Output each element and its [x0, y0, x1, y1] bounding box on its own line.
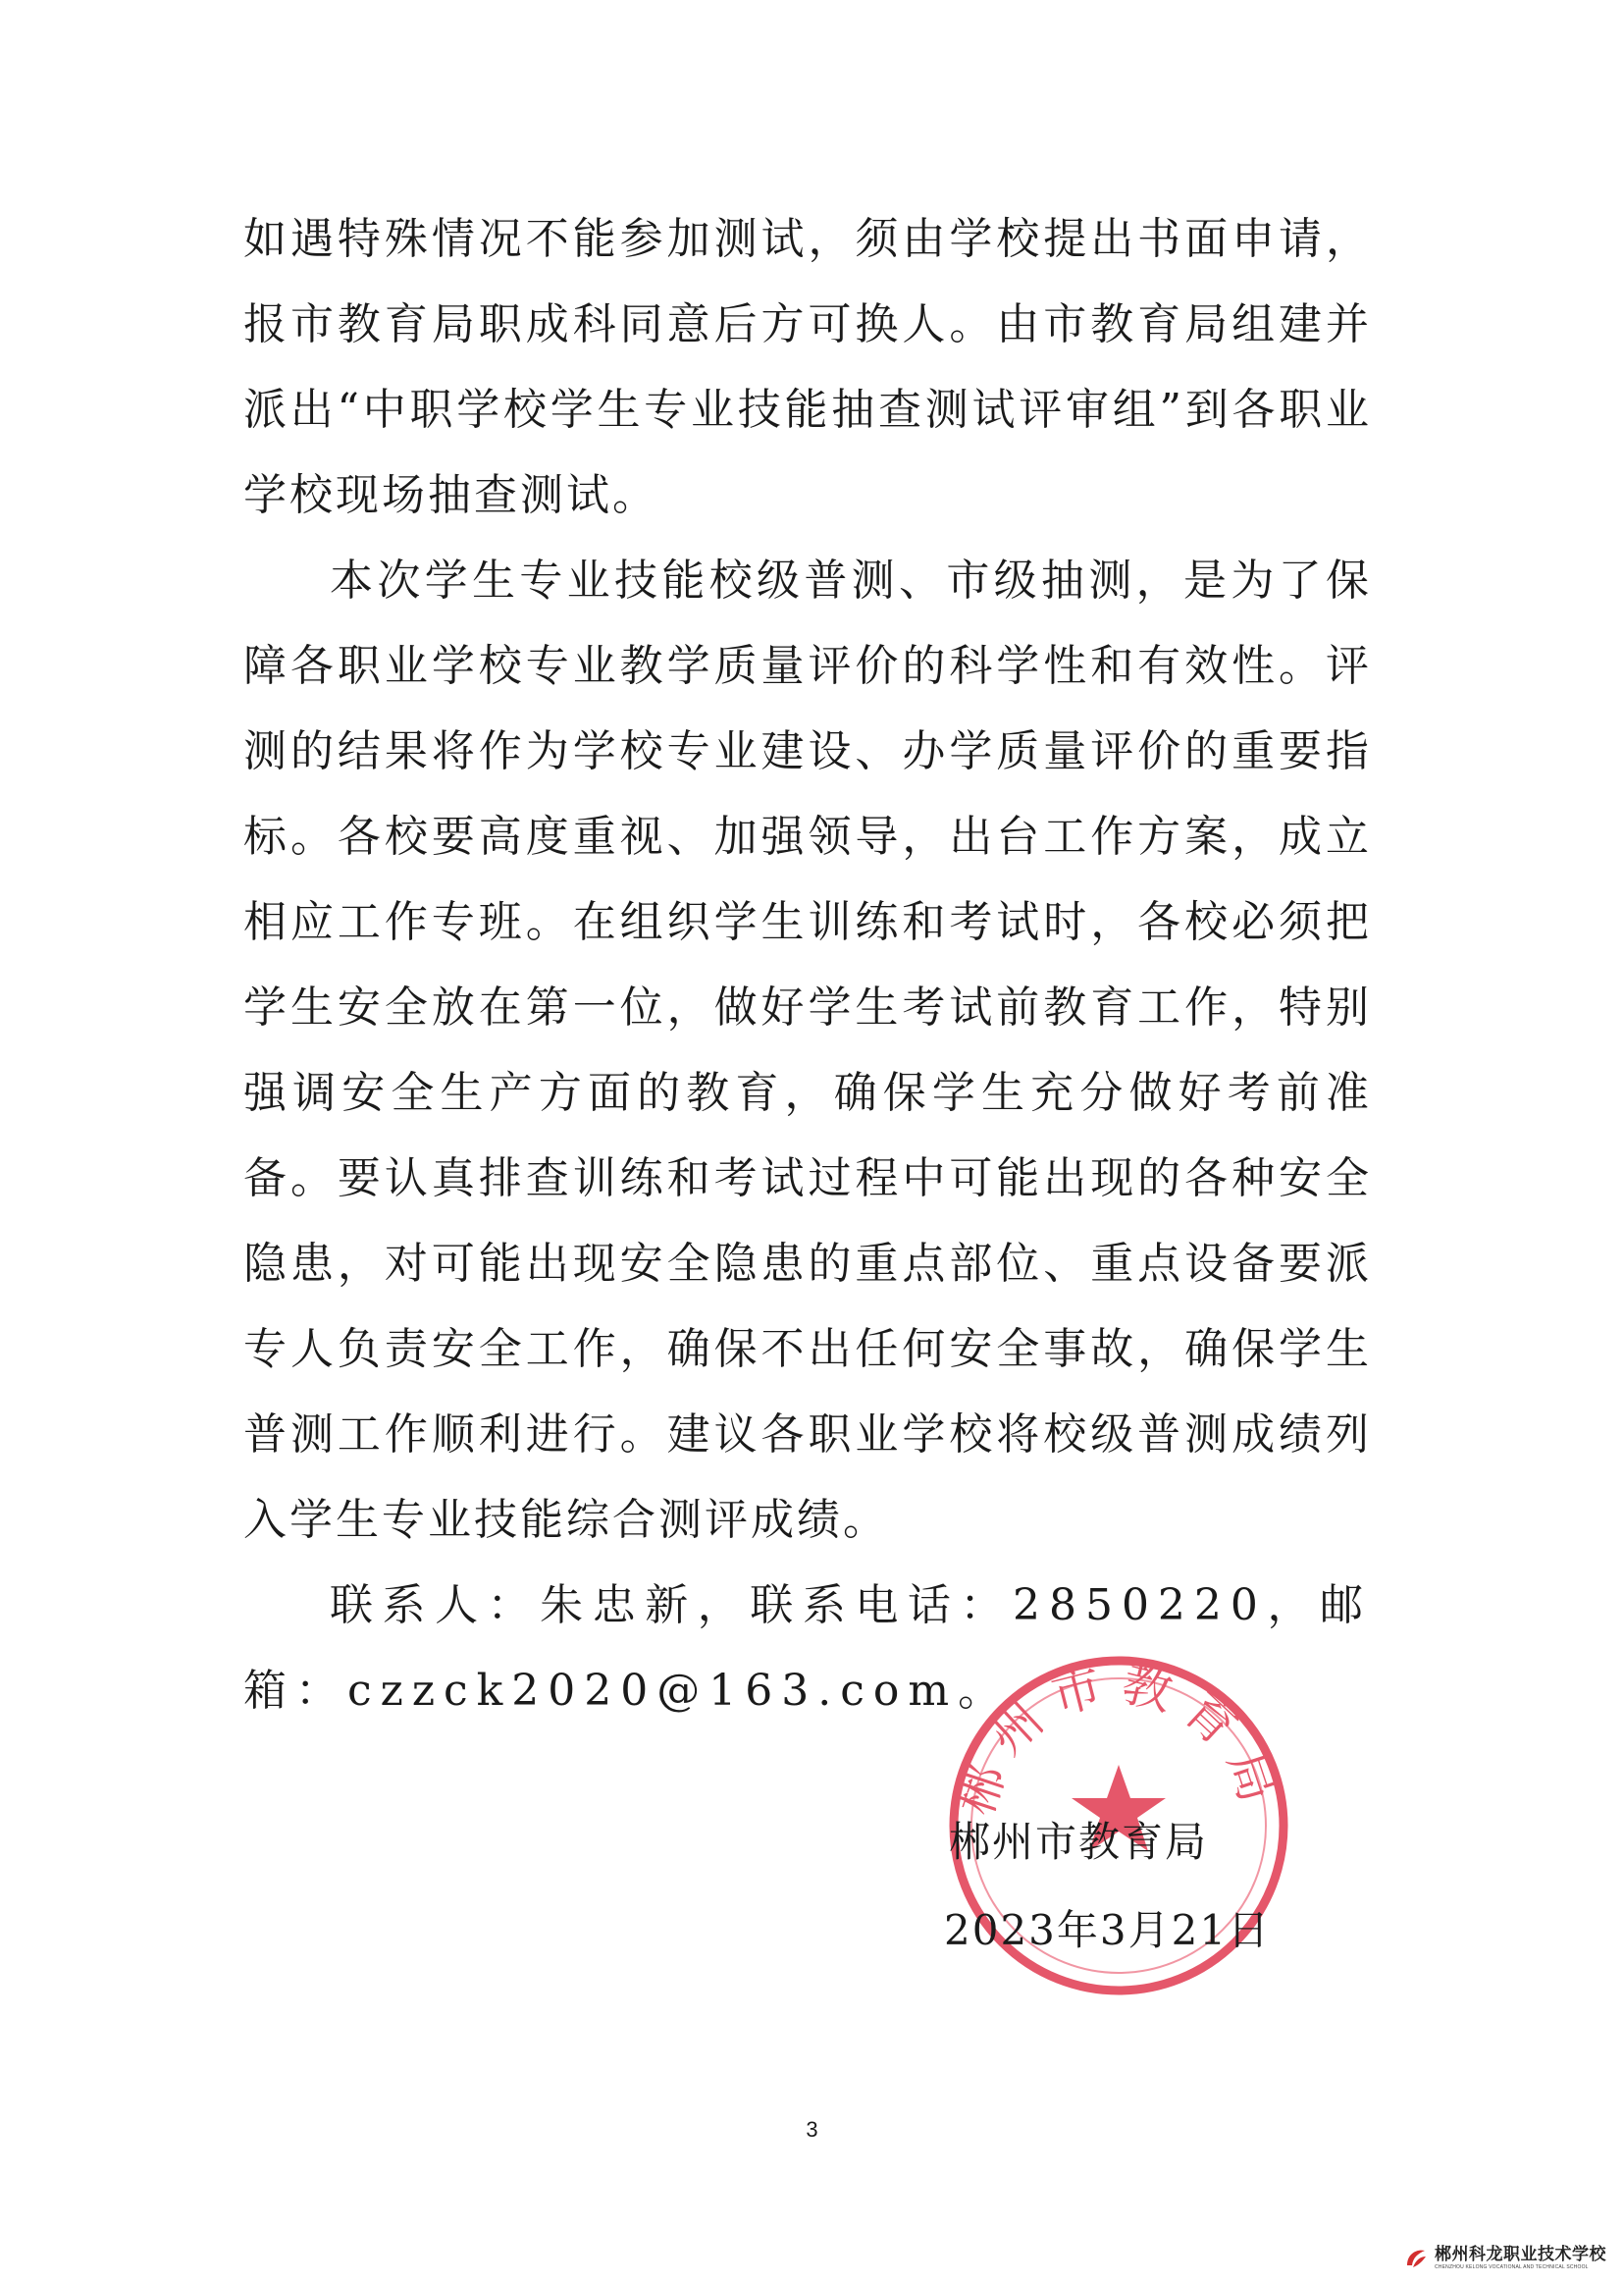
page-number: 3: [806, 2117, 818, 2142]
issuer-name: 郴州市教育局: [949, 1818, 1209, 1866]
issue-date: 2023年3月21日: [944, 1906, 1272, 1954]
paragraph-1: 如遇特殊情况不能参加测试，须由学校提出书面申请，报市教育局职成科同意后方可换人。由市教育局组建并派出“中职学校学生专业技能抽查测试评审组”到各职业学校现场抽查测试。: [243, 214, 1372, 520]
contact-line: 联系人：朱忠新，联系电话：2850220，邮箱：czzck2020@163.com。: [243, 1580, 1372, 1716]
seal-text: 郴州市教育局: [946, 1654, 1291, 1823]
school-logo-icon: [1403, 2246, 1429, 2271]
school-name: 郴州科龙职业技术学校: [1435, 2245, 1606, 2264]
school-name-en: CHENZHOU KELONG VOCATIONAL AND TECHNICAL SCHOOL: [1435, 2264, 1589, 2270]
signature-block: [944, 1798, 1271, 1975]
body-text: [243, 196, 1372, 1733]
paragraph-2: 本次学生专业技能校级普测、市级抽测，是为了保障各职业学校专业教学质量评价的科学性和有效性。评测的结果将作为学校专业建设、办学质量评价的重要指标。各校要高度重视、加强领导，出台工作方案，成立相应工作专班。在组织学生训练和考试时，各校必须把学生安全放在第一位，做好学生考试前教育工作，特别强调安全生产方面的教育，确保学生充分做好考前准备。要认真排查训练和考试过程中可能出现的各种安全隐患，对可能出现安全隐患的重点部位、重点设备要派专人负责安全工作，确保不出任何安全事故，确保学生普测工作顺利进行。建议各职业学校将校级普测成绩列入学生专业技能综合测评成绩。: [243, 556, 1372, 1545]
school-logo: [1403, 2244, 1606, 2273]
